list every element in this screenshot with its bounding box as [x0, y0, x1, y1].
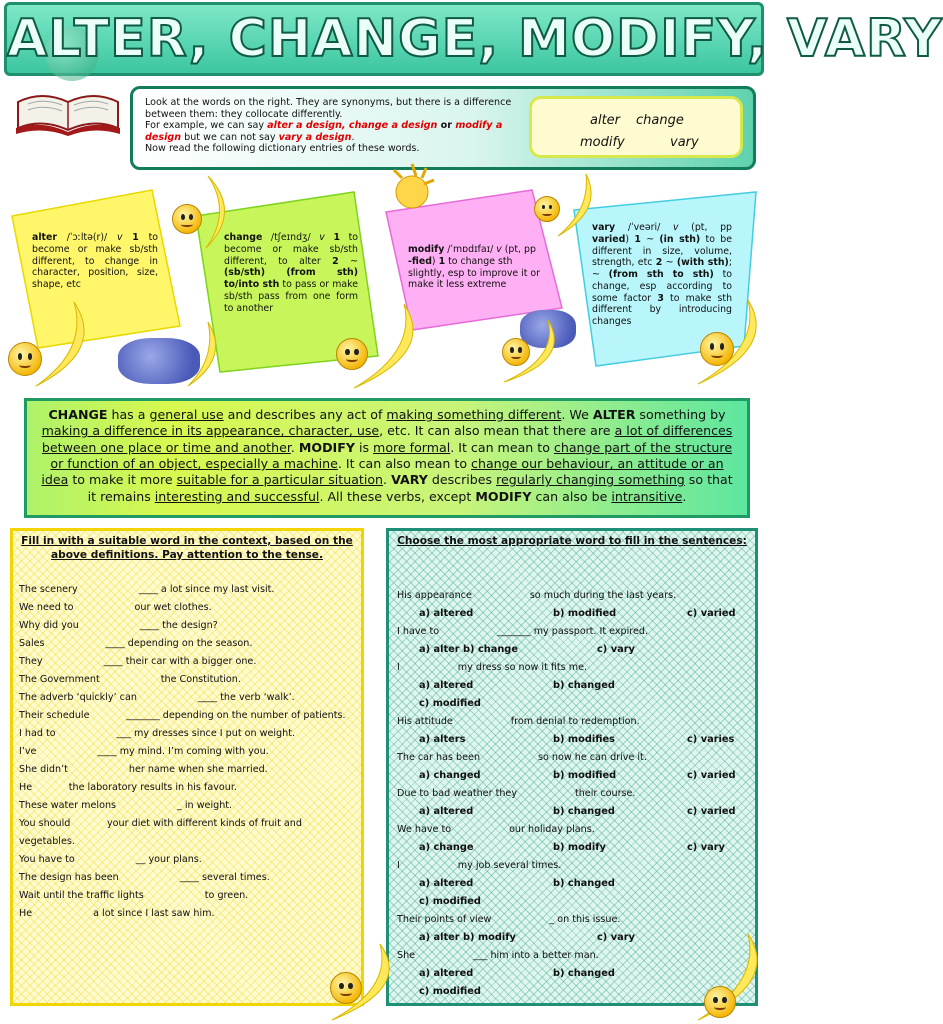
question	[397, 749, 749, 767]
options-row	[397, 731, 749, 749]
explanation-segment: CHANGE	[48, 407, 108, 422]
intro-line3: Now read the following dictionary entries of these words.	[145, 143, 420, 154]
explanation-segment: .	[682, 488, 687, 504]
modify-forms: (pt, pp	[501, 244, 536, 255]
fill-in-line	[19, 851, 355, 869]
explanation-segment: something by	[635, 407, 726, 422]
answer-option[interactable]: c) varied	[687, 770, 736, 781]
card-alter	[32, 232, 158, 291]
question-gap[interactable]	[415, 950, 473, 961]
question-start: His appearance	[397, 590, 472, 601]
fill-in-text-start: She didn’t	[19, 764, 68, 775]
explanation-segment: . It can also mean to	[337, 456, 472, 472]
choose-title: Choose the most appropriate word to fill in the sentences:	[397, 535, 747, 547]
vary-def2: to change, esp according to some factor	[592, 269, 732, 304]
alter-num: 1	[132, 232, 139, 243]
change-headword: change	[224, 232, 263, 243]
alter-headword: alter	[32, 232, 58, 243]
explanation-segment: making something different	[386, 407, 562, 422]
title-banner	[4, 2, 943, 76]
vary-forms: (pt, pp	[678, 222, 732, 233]
explanation-text	[37, 407, 737, 505]
fill-in-line	[19, 905, 355, 923]
page-title: ALTER, CHANGE, MODIFY, VARY	[7, 9, 943, 69]
answer-option[interactable]: a) altered	[419, 806, 474, 817]
fill-in-text-start: Why did you	[19, 620, 79, 631]
fill-in-line	[19, 815, 355, 851]
intro-ex-mid: but we can not say	[181, 131, 279, 143]
change-pos: v	[319, 232, 325, 243]
vary-tilde1: ~	[640, 233, 660, 245]
question	[397, 911, 749, 929]
fill-in-line	[19, 797, 355, 815]
fill-in-gap[interactable]: ____	[103, 656, 123, 667]
question	[397, 623, 749, 641]
question-end: so now he can drive it.	[537, 752, 647, 763]
answer-option[interactable]: a) alters	[419, 734, 466, 745]
options-row	[397, 767, 749, 785]
card-change	[224, 232, 358, 314]
fill-in-line	[19, 617, 355, 635]
answer-option[interactable]: c) modified	[419, 698, 481, 709]
answer-option[interactable]: b) changed	[553, 968, 615, 979]
smiley-icon	[336, 338, 368, 370]
question	[397, 713, 749, 731]
fill-in-text-end: depending on the season.	[124, 638, 253, 649]
change-pattern: (sb/sth) (from sth) to/into sth	[224, 267, 358, 290]
fill-in-gap[interactable]: ____	[138, 584, 158, 595]
answer-option[interactable]: a) altered	[419, 968, 474, 979]
fill-in-line	[19, 743, 355, 761]
fill-in-line	[19, 671, 355, 689]
fill-in-text-start: You should	[19, 818, 71, 829]
question	[397, 659, 749, 677]
fill-in-text-end: to green.	[204, 890, 249, 901]
answer-option[interactable]: c) varied	[687, 806, 736, 817]
answer-option[interactable]: c) modified	[419, 986, 481, 997]
fill-in-text-start: The scenery	[19, 584, 78, 595]
explanation-segment: making a difference in its appearance, character, use	[41, 423, 380, 439]
smiley-icon	[534, 196, 560, 222]
explanation-segment: has a	[107, 407, 150, 422]
change-def1: to become or make sb/sth different, to alter	[224, 232, 358, 267]
explanation-segment: .	[383, 472, 392, 488]
intro-ex-prefix: For example, we can say	[145, 120, 268, 131]
question-start: Their points of view	[397, 914, 492, 925]
fill-in-text-end: the verb ‘walk’.	[217, 692, 295, 703]
answer-option[interactable]: a) alter b) modify	[419, 932, 516, 943]
explanation-segment: describes	[427, 472, 497, 488]
question-gap[interactable]	[453, 716, 511, 727]
alter-sp	[123, 232, 133, 243]
question-gap[interactable]	[400, 662, 458, 673]
question-end: ___ him into a better man.	[473, 950, 599, 961]
question-end: _ on this issue.	[549, 914, 621, 925]
explanation-segment: regularly changing something	[496, 472, 685, 488]
explanation-segment: . We	[561, 407, 593, 422]
explanation-segment: intransitive	[611, 488, 683, 504]
question-start: The car has been	[397, 752, 481, 763]
explanation-segment: more formal	[373, 439, 451, 455]
explanation-segment: general use	[149, 407, 224, 422]
fill-in-gap[interactable]: ____	[97, 746, 117, 757]
answer-option[interactable]: b) modified	[553, 770, 617, 781]
answer-option[interactable]: a) change	[419, 842, 474, 853]
explanation-segment: MODIFY	[475, 488, 532, 504]
intro-line1: Look at the words on the right. They are synonyms, but there is a difference between them: they collocate differently.	[145, 97, 512, 120]
fill-in-line	[19, 635, 355, 653]
fill-in-line	[19, 653, 355, 671]
fill-in-line	[19, 725, 355, 743]
explanation-segment: to make it more	[68, 472, 177, 488]
word-box	[529, 96, 743, 158]
answer-option[interactable]: b) changed	[553, 878, 615, 889]
vary-num3: 3	[657, 292, 664, 304]
smiley-icon	[704, 986, 736, 1018]
smiley-icon	[330, 972, 362, 1004]
fill-in-text-start: They	[19, 656, 43, 667]
word-vary: vary	[670, 135, 699, 150]
answer-option[interactable]: a) alter b) change	[419, 644, 518, 655]
fill-in-text-start: He	[19, 782, 33, 793]
intro-box	[130, 86, 756, 170]
fill-in-line	[19, 887, 355, 905]
question-end: their course.	[574, 788, 636, 799]
question-end: my dress so now it fits me.	[457, 662, 588, 673]
explanation-segment: .	[290, 439, 299, 455]
answer-option[interactable]: b) modify	[553, 842, 606, 853]
options-row	[397, 803, 749, 821]
answer-option[interactable]: b) changed	[553, 680, 615, 691]
intro-text	[145, 97, 525, 155]
modify-def: to change sth slightly, esp to improve it or make it less extreme	[408, 255, 540, 291]
word-alter: alter	[590, 113, 621, 128]
word-change: change	[636, 113, 684, 128]
modify-fied: -fied	[408, 255, 432, 267]
fill-in-text-end: a lot since I last saw him.	[93, 908, 215, 919]
vary-pos: v	[672, 222, 679, 233]
fill-in-gap[interactable]: ____	[139, 620, 160, 631]
fill-in-line	[19, 599, 355, 617]
fill-in-text-end: several times.	[198, 872, 270, 883]
explanation-segment: interesting and successful	[154, 488, 320, 504]
vary-pattern3: (from sth to sth)	[608, 269, 714, 280]
explanation-segment: change our behaviour, an attitude or an idea	[41, 456, 724, 488]
options-row	[397, 839, 749, 857]
explanation-segment: . It can mean to	[450, 439, 554, 455]
fill-in-gap[interactable]: ___	[116, 728, 131, 739]
answer-option[interactable]: a) altered	[419, 608, 474, 619]
modify-pron: /ˈmɒdɪfaɪ/	[444, 244, 497, 255]
fill-in-text-start: Their schedule	[19, 710, 90, 721]
alter-pos: v	[116, 232, 123, 243]
explanation-segment: and describes any act of	[223, 407, 387, 422]
vary-num1: 1	[634, 233, 641, 245]
fill-in-text-end: my mind. I’m coming with you.	[116, 746, 269, 757]
fill-in-title: Fill in with a suitable word in the context, based on the above definitions. Pay attention to the tense.	[21, 535, 353, 561]
fill-in-text-start: He	[19, 908, 33, 919]
question	[397, 857, 749, 875]
modify-pos: v	[496, 244, 502, 255]
fill-in-text-start: You have to	[19, 854, 75, 865]
question-start: I have to	[397, 626, 440, 637]
explanation-segment: so that it remains	[87, 472, 733, 504]
fill-in-line	[19, 761, 355, 779]
fill-in-text-end: your diet with different kinds of fruit and vegetables.	[19, 818, 302, 847]
modify-headword: modify	[408, 244, 445, 255]
fill-in-text-end: depending on the number of patients.	[159, 710, 346, 721]
question-start: I	[397, 662, 400, 673]
vary-pattern1: (in sth)	[659, 233, 701, 245]
fill-in-text-start: We need to	[19, 602, 74, 613]
fill-in-text-end: my dresses since I put on weight.	[131, 728, 296, 739]
fill-in-text-end: _ in weight.	[177, 800, 233, 811]
fill-in-text-end: the design?	[159, 620, 218, 631]
explanation-segment: suitable for a particular situation	[176, 472, 384, 488]
answer-option[interactable]: c) vary	[597, 932, 635, 943]
intro-ex-bad: vary a design	[278, 131, 352, 143]
fill-in-text-start: The Government	[19, 674, 100, 685]
change-def2: to pass or make sb/sth pass from one form to another	[224, 279, 358, 314]
answer-option[interactable]: b) changed	[553, 806, 615, 817]
word-modify: modify	[580, 135, 625, 150]
explanation-segment: a lot of differences between one place or time and another	[41, 423, 733, 455]
vary-tilde2: ~	[662, 257, 677, 269]
smiley-icon	[172, 204, 202, 234]
change-num2: 2	[332, 255, 339, 267]
vary-varied: varied	[592, 233, 626, 245]
fill-in-text-start: I had to	[19, 728, 56, 739]
fill-in-text-start: These water melons	[19, 800, 117, 811]
answer-option[interactable]: c) vary	[597, 644, 635, 655]
vary-close: )	[625, 233, 635, 245]
smiley-icon	[502, 338, 530, 366]
sun-icon	[382, 160, 442, 220]
fill-in-line	[19, 689, 355, 707]
question-start: His attitude	[397, 716, 453, 727]
question	[397, 821, 749, 839]
options-row	[397, 605, 749, 623]
fill-in-gap[interactable]: ____	[105, 638, 125, 649]
explanation-segment: ALTER	[592, 407, 636, 422]
fill-in-text-end: __ your plans.	[135, 854, 202, 865]
fill-in-text-end: our wet clothes.	[134, 602, 212, 613]
alter-pron: /ˈɔːltə(r)/	[57, 232, 117, 243]
explanation-segment: , etc. It can also mean that there are	[379, 423, 615, 439]
question	[397, 587, 749, 605]
answer-option[interactable]: a) altered	[419, 680, 474, 691]
fill-in-line	[19, 581, 355, 599]
fill-in-text-end: her name when she married.	[128, 764, 268, 775]
question-end: from denial to redemption.	[510, 716, 640, 727]
change-pron: /tʃeɪndʒ/	[262, 232, 320, 243]
fill-in-gap[interactable]: _______	[126, 710, 160, 721]
fill-in-line	[19, 779, 355, 797]
fill-in-gap[interactable]: ____	[197, 692, 218, 703]
fill-in-exercise	[10, 528, 364, 1006]
moon-icon	[196, 172, 238, 252]
question-start: She	[397, 950, 416, 961]
fill-in-text-start: The adverb ‘quickly’ can	[19, 692, 137, 703]
fill-in-text-end: the laboratory results in his favour.	[68, 782, 237, 793]
fill-in-text-start: I’ve	[19, 746, 37, 757]
question-end: _______ my passport. It expired.	[497, 626, 649, 637]
question-gap[interactable]	[451, 824, 509, 835]
card-modify	[408, 244, 540, 291]
alter-def: to become or make sb/sth different, to change in character, position, size, shape, etc	[32, 232, 158, 290]
intro-ex-or: or	[437, 120, 456, 131]
question-gap[interactable]	[400, 860, 458, 871]
explanation-segment: VARY	[391, 472, 428, 488]
intro-ex-good1: alter a design, change a design	[267, 120, 438, 131]
question-end: our holiday plans.	[509, 824, 595, 835]
explanation-box	[24, 398, 750, 518]
question-gap[interactable]	[480, 752, 538, 763]
vary-headword: vary	[592, 222, 616, 233]
answer-option[interactable]: c) varied	[687, 608, 736, 619]
fill-in-line	[19, 707, 355, 725]
fill-in-lines	[19, 581, 355, 923]
fill-in-text-start: The design has been	[19, 872, 119, 883]
smiley-icon	[8, 342, 42, 376]
options-row	[397, 641, 749, 659]
fill-in-text-end: the Constitution.	[160, 674, 241, 685]
answer-option[interactable]: b) modified	[553, 608, 617, 619]
vary-pattern2: (with sth)	[676, 257, 729, 269]
question-gap[interactable]	[472, 590, 530, 601]
vary-def1: to be different in size, volume, strength, etc	[592, 233, 732, 269]
intro-ex-end: .	[351, 131, 355, 143]
question-end: so much during the last years.	[529, 590, 677, 601]
question-gap[interactable]	[517, 788, 575, 799]
answer-option[interactable]: a) altered	[419, 878, 474, 889]
fill-in-text-end: their car with a bigger one.	[122, 656, 257, 667]
question	[397, 785, 749, 803]
explanation-segment: . All these verbs, except	[319, 488, 476, 504]
question-start: We have to	[397, 824, 452, 835]
question-start: I	[397, 860, 400, 871]
fill-in-text-start: Wait until the traffic lights	[19, 890, 144, 901]
vary-num2: 2	[655, 257, 663, 269]
answer-option[interactable]: c) varies	[687, 734, 735, 745]
fill-in-text-end: a lot since my last visit.	[157, 584, 275, 595]
change-num1: 1	[333, 232, 340, 243]
moon-icon	[180, 318, 220, 390]
vary-def3: to make sth different by introducing changes	[592, 292, 733, 327]
question-start: Due to bad weather they	[397, 788, 517, 799]
question-gap[interactable]	[491, 914, 549, 925]
vary-pron: /ˈveəri/	[615, 222, 673, 233]
fill-in-text-start: Sales	[19, 638, 45, 649]
question-gap[interactable]	[439, 626, 497, 637]
fill-in-gap[interactable]: ____	[179, 872, 199, 883]
answer-option[interactable]: c) modified	[419, 896, 481, 907]
question-end: my job several times.	[457, 860, 562, 871]
explanation-segment: can also be	[531, 488, 612, 504]
modify-close: )	[431, 255, 439, 267]
explanation-segment: change part of the structure or function of an object, especially a machine	[50, 439, 733, 472]
book-icon	[14, 88, 122, 136]
options-row	[397, 677, 749, 713]
fill-in-line	[19, 869, 355, 887]
explanation-segment: is	[354, 439, 374, 455]
answer-option[interactable]: a) changed	[419, 770, 481, 781]
explanation-segment: MODIFY	[298, 439, 355, 455]
intro-ex-good2: modify a design	[145, 120, 503, 143]
options-row	[397, 875, 749, 911]
vary-semi: ; ~	[592, 257, 732, 280]
change-tilde: ~	[338, 255, 358, 267]
smiley-icon	[700, 332, 734, 366]
answer-option[interactable]: c) vary	[687, 842, 725, 853]
modify-num: 1	[438, 255, 446, 267]
answer-option[interactable]: b) modifies	[553, 734, 615, 745]
